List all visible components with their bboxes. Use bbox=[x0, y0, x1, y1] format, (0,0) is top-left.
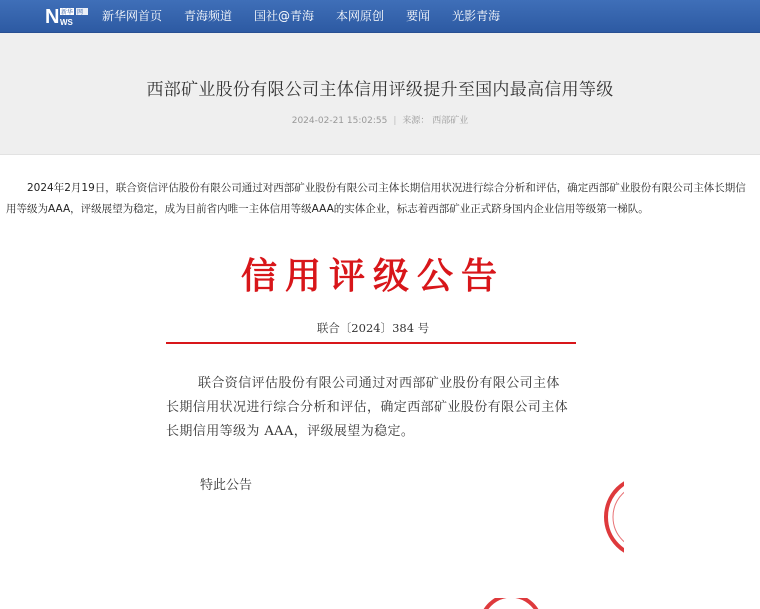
main-nav bbox=[102, 0, 522, 32]
company-seal-right bbox=[600, 472, 624, 562]
svg-text:N: N bbox=[45, 6, 60, 28]
nav-guoshe-qinghai[interactable]: 国社@青海 bbox=[254, 9, 315, 23]
source-label: 来源： bbox=[402, 116, 430, 126]
notice-title: 信用评级公告 bbox=[240, 255, 505, 297]
svg-text:新华: 新华 bbox=[61, 9, 74, 16]
article-meta bbox=[0, 113, 760, 126]
nav-headlines[interactable]: 要闻 bbox=[406, 9, 431, 23]
svg-text:WS: WS bbox=[60, 18, 73, 27]
nav-qinghai-channel[interactable]: 青海频道 bbox=[184, 9, 233, 23]
publish-datetime: 2024-02-21 15:02:55 bbox=[291, 116, 388, 126]
source-name: 西部矿业 bbox=[432, 116, 469, 126]
xinhua-logo[interactable] bbox=[44, 3, 94, 29]
top-nav-bar bbox=[0, 0, 760, 33]
notice-body: 联合资信评估股份有限公司通过对西部矿业股份有限公司主体长期信用状况进行综合分析和评估，确定西部矿业股份有限公司主体长期信用等级为 AAA，评级展望为稳定。 bbox=[166, 376, 569, 439]
rating-notice-image bbox=[122, 236, 624, 609]
notice-number: 联合〔2024〕384 号 bbox=[316, 321, 430, 335]
page-title: 西部矿业股份有限公司主体信用评级提升至国内最高信用等级 bbox=[146, 80, 614, 100]
nav-home[interactable]: 新华网首页 bbox=[102, 9, 163, 23]
notice-closing: 特此公告 bbox=[200, 478, 253, 493]
nav-original[interactable]: 本网原创 bbox=[336, 9, 385, 23]
notice-divider bbox=[166, 342, 576, 344]
svg-text:网: 网 bbox=[77, 9, 84, 16]
meta-separator: | bbox=[393, 116, 397, 126]
company-seal-bottom bbox=[476, 598, 546, 609]
article-header bbox=[0, 33, 760, 155]
nav-photo-qinghai[interactable]: 光影青海 bbox=[452, 9, 501, 23]
article-paragraph: 2024年2月19日，联合资信评估股份有限公司通过对西部矿业股份有限公司主体长期信用状况进行综合分析和评估，确定西部矿业股份有限公司主体长期信用等级为AAA，评级展望为稳定，成为目前省内唯一主体信用等级AAA的实体企业，标志着西部矿业正式跻身国内企业信用等级第一梯队。 bbox=[6, 182, 746, 215]
